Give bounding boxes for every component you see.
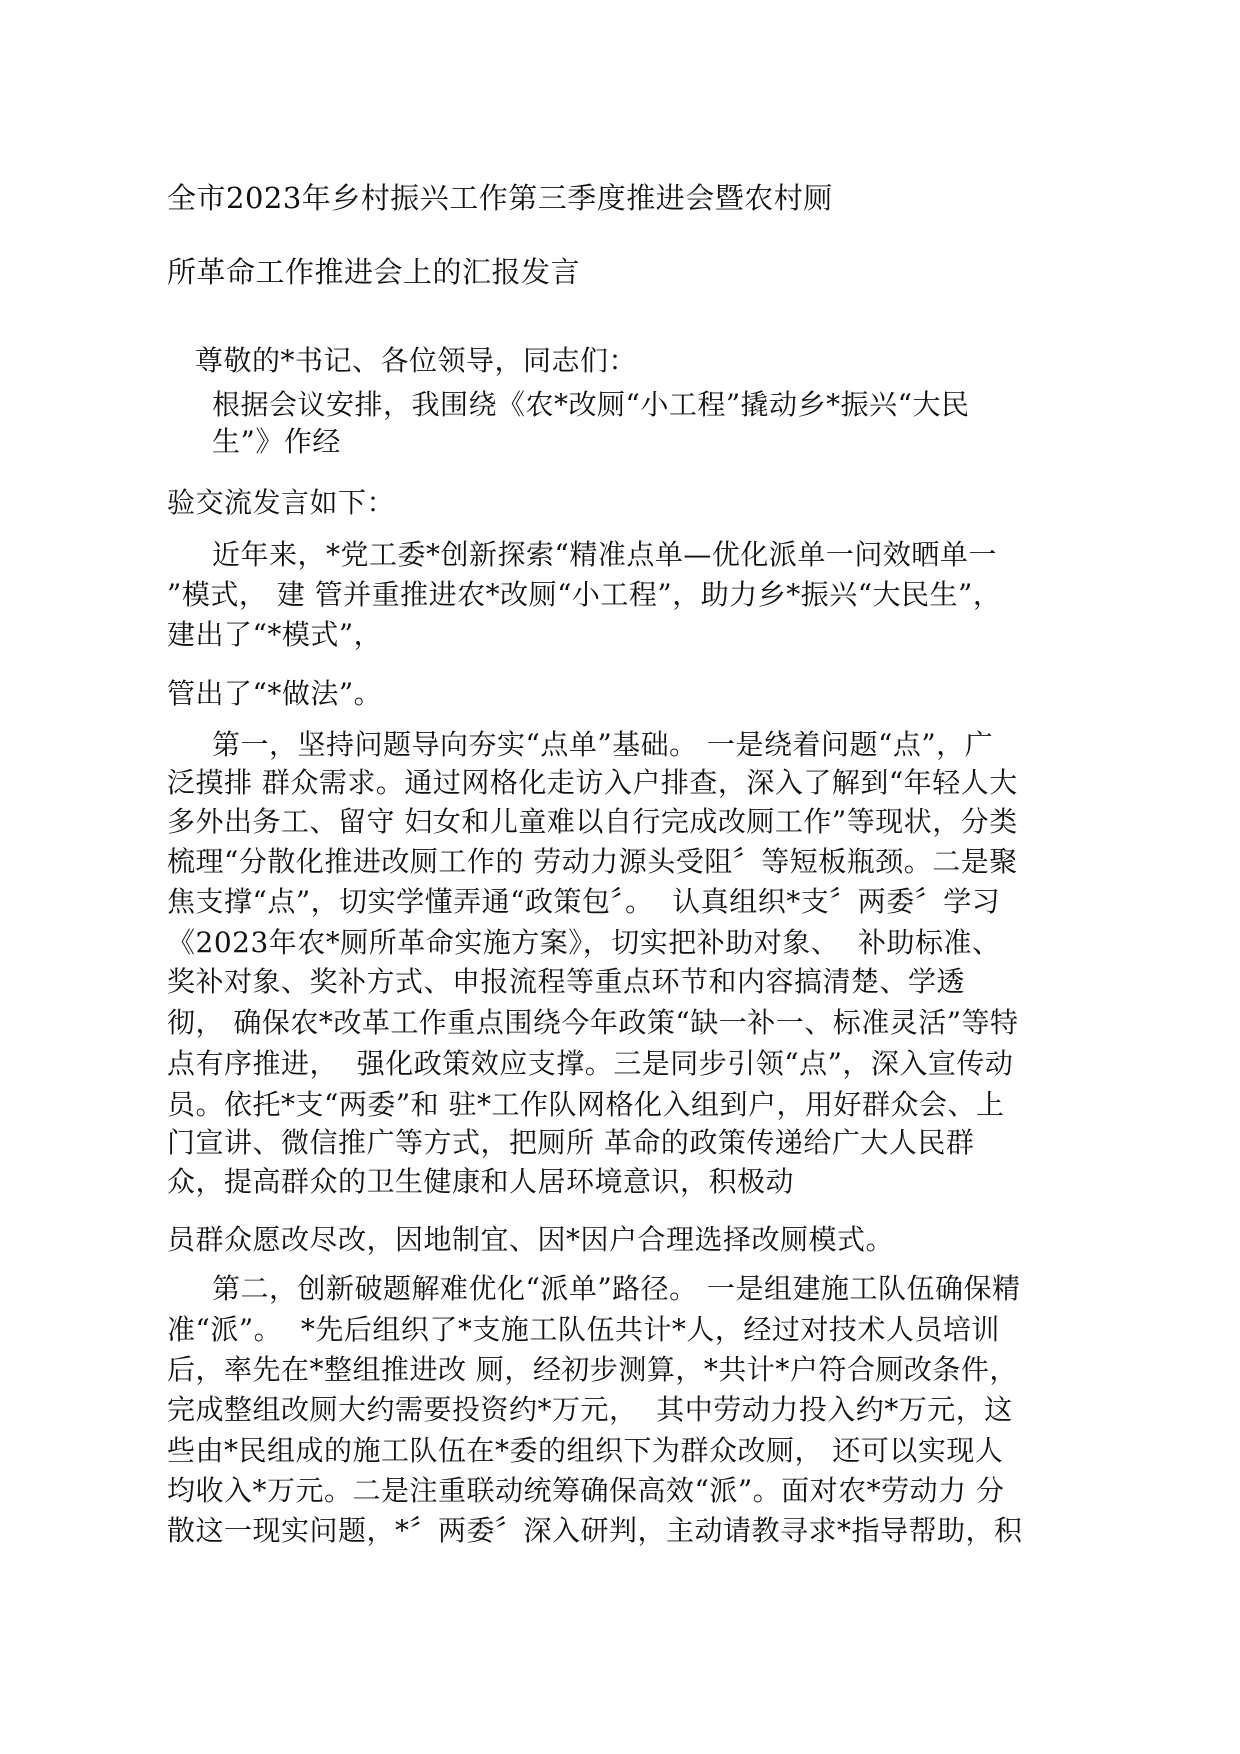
body-line: 些由*民组成的施工队伍在*委的组织下为群众改厕， 还可以实现人: [167, 1434, 1004, 1467]
body-line: 《2023年农*厕所革命实施方案》，切实把补助对象、 补助标准、: [167, 926, 1001, 959]
body-line: 员。依托*支“两委”和 驻*工作队网格化入组到户，用好群众会、上: [167, 1088, 1005, 1121]
body-line: 近年来，*党工委*创新探索“精准点单—优化派单一问效晒单一: [212, 538, 997, 571]
body-line: 奖补对象、奖补方式、申报流程等重点环节和内容搞清楚、学透: [167, 965, 966, 998]
body-line: 点有序推进， 强化政策效应支撑。三是同步引领“点”，深入宣传动: [167, 1047, 1014, 1080]
body-line: 散这一现实问题，*〞两委〞深入研判，主动请教寻求*指导帮助，积: [167, 1514, 1023, 1547]
body-line: 生”》作经: [212, 425, 341, 458]
body-line: 根据会议安排，我围绕《农*改厕“小工程”撬动乡*振兴“大民: [212, 388, 970, 421]
body-line: 彻， 确保农*改革工作重点围绕今年政策“缺一补一、标准灵活”等特: [167, 1006, 1019, 1039]
document-title-line-1: 全市2023年乡村振兴工作第三季度推进会暨农村厕: [167, 181, 833, 215]
body-line: 均收入*万元。二是注重联动统筹确保高效“派”。面对农*劳动力 分: [167, 1474, 1005, 1507]
body-line: ”模式， 建 管并重推进农*改厕“小工程”，助力乡*振兴“大民生”，: [167, 578, 1002, 611]
body-line: 管出了“*做法”。: [167, 677, 383, 710]
salutation: 尊敬的*书记、各位领导，同志们：: [195, 344, 638, 377]
body-line: 后，率先在*整组推进改 厕，经初步测算，*共计*户符合厕改条件，: [167, 1353, 1018, 1386]
body-line: 第一，坚持问题导向夯实“点单”基础。 一是绕着问题“点”，广: [212, 728, 994, 761]
body-line: 泛摸排 群众需求。通过网格化走访入户排查，深入了解到“年轻人大: [167, 766, 1018, 799]
body-line: 建出了“*模式”，: [167, 618, 383, 651]
body-line: 众，提高群众的卫生健康和人居环境意识，积极动: [167, 1165, 795, 1198]
body-line: 门宣讲、微信推广等方式，把厕所 革命的政策传递给广大人民群: [167, 1126, 975, 1159]
body-line: 第二，创新破题解难优化“派单”路径。 一是组建施工队伍确保精: [212, 1272, 1021, 1305]
body-line: 梳理“分散化推进改厕工作的 劳动力源头受阻〞等短板瓶颈。二是聚: [167, 845, 1018, 878]
body-line: 验交流发言如下：: [167, 486, 396, 519]
body-line: 多外出务工、留守 妇女和儿童难以自行完成改厕工作”等现状，分类: [167, 805, 1018, 838]
body-line: 焦支撑“点”，切实学懂弄通“政策包〞。 认真组织*支〞两委〞学习: [167, 885, 1001, 918]
body-line: 员群众愿改尽改，因地制宜、因*因户合理选择改厕模式。: [167, 1223, 895, 1256]
body-line: 准“派”。 *先后组织了*支施工队伍共计*人，经过对技术人员培训: [167, 1313, 1000, 1346]
document-title-line-2: 所革命工作推进会上的汇报发言: [167, 255, 581, 289]
body-line: 完成整组改厕大约需要投资约*万元， 其中劳动力投入约*万元，这: [167, 1393, 1013, 1426]
